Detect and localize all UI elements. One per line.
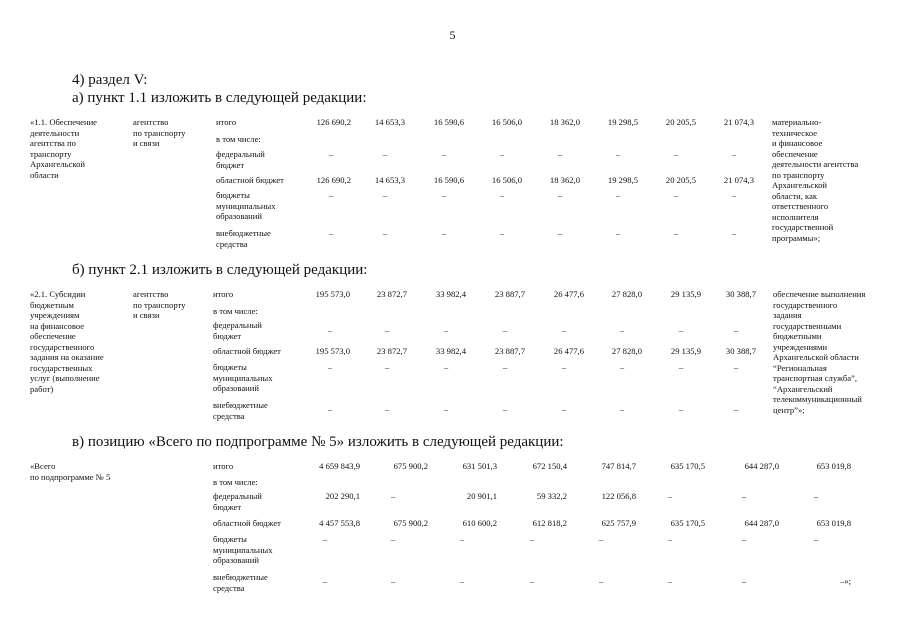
table-cell-value: –: [328, 149, 334, 159]
table-cell-value: 4 457 553,8: [319, 518, 360, 528]
table-cell-value: 18 362,0: [549, 117, 580, 127]
expected-result: “Региональная: [773, 362, 827, 373]
funding-source-label: средства: [213, 582, 245, 593]
table-cell-value: –: [813, 534, 819, 544]
program-item-name: на финансовое: [30, 320, 85, 331]
expected-result: государственной: [772, 222, 834, 232]
expected-result: учреждениями: [773, 341, 828, 352]
table-cell-value: –: [619, 362, 625, 372]
table-cell-value: 635 170,5: [670, 461, 705, 471]
expected-result: области, как: [772, 190, 818, 201]
table-cell-value: –: [322, 576, 328, 586]
table-cell-value: 126 690,2: [316, 117, 351, 127]
table-cell-value: 672 150,4: [532, 461, 567, 471]
table-cell-value: –: [733, 325, 739, 335]
expected-result: транспортная служба”,: [773, 373, 857, 383]
table-cell-value: 610 600,2: [462, 518, 497, 528]
table-cell-value: –: [443, 362, 449, 372]
table-cell-value: 14 653,3: [374, 117, 405, 127]
funding-source-label: бюджеты: [213, 362, 247, 372]
executor-name: агентство: [133, 289, 169, 299]
table-cell-value: –: [667, 491, 673, 501]
table-cell-value: 195 573,0: [315, 289, 350, 299]
table-cell-value: –: [382, 190, 388, 200]
table-cell-value: –: [529, 534, 535, 544]
funding-source-label: областной бюджет: [213, 346, 281, 356]
program-item-name: области: [30, 169, 59, 180]
funding-source-label: средства: [213, 410, 245, 421]
table-cell-value: –: [741, 534, 747, 544]
table-cell-value: 30 388,7: [725, 346, 756, 356]
table-cell-value: 644 287,0: [744, 461, 779, 471]
executor-name: и связи: [133, 310, 160, 320]
program-item-name: задания на оказание: [30, 352, 104, 362]
table-cell-value: –: [502, 325, 508, 335]
table-cell-value: 27 828,0: [611, 289, 642, 299]
table-cell-value: –: [731, 149, 737, 159]
table-cell-value: 20 205,5: [665, 117, 696, 127]
table-cell-value: 33 982,4: [435, 346, 466, 356]
table-cell-value: 16 590,6: [433, 175, 464, 185]
program-item-name: агентства по: [30, 138, 76, 148]
table-cell-value: –: [673, 228, 679, 238]
funding-source-label: внебюджетные: [213, 400, 268, 410]
table-cell-value: –: [502, 362, 508, 372]
table-cell-value: 16 506,0: [491, 117, 522, 127]
table-cell-value: 16 590,6: [433, 117, 464, 127]
table-cell-value: –: [328, 228, 334, 238]
table-cell-value: 631 501,3: [462, 461, 497, 471]
expected-result: “Архангельский: [773, 383, 833, 394]
table-cell-value: –: [327, 362, 333, 372]
expected-result: материально-: [772, 117, 822, 127]
item-c-heading: в) позицию «Всего по подпрограмме № 5» изложить в следующей редакции:: [72, 434, 564, 450]
funding-source-label: федеральный: [216, 149, 265, 159]
table-cell-value: 23 872,7: [376, 289, 407, 299]
table-cell-value: –: [598, 576, 604, 586]
funding-source-label: итого: [216, 117, 237, 127]
funding-source-label: образований: [216, 211, 262, 221]
table-cell-value: –: [667, 576, 673, 586]
expected-result: телекоммуникационный: [773, 394, 862, 404]
funding-source-label: внебюджетные: [216, 228, 271, 238]
table-cell-value: –: [382, 228, 388, 238]
program-item-name: учреждениям: [30, 310, 80, 320]
table-cell-value: 4 659 843,9: [319, 461, 360, 471]
executor-name: и связи: [133, 138, 160, 148]
program-item-name: транспорту: [30, 148, 72, 159]
expected-result: ответственного: [772, 201, 829, 211]
funding-source-label: в том числе:: [213, 477, 258, 487]
section-heading: 4) раздел V:: [72, 72, 148, 88]
table-cell-value: 16 506,0: [491, 175, 522, 185]
table-cell-value: 126 690,2: [316, 175, 351, 185]
executor-name: по транспорту: [133, 127, 186, 138]
table-cell-value: –: [561, 404, 567, 414]
expected-result: техническое: [772, 127, 818, 138]
table-cell-value: 23 887,7: [494, 289, 525, 299]
table-cell-value: –: [499, 190, 505, 200]
table-cell-value: –: [459, 576, 465, 586]
program-item-name: услуг (выполнение: [30, 373, 100, 383]
table-cell-value: 29 135,9: [670, 346, 701, 356]
table-cell-value: –: [557, 228, 563, 238]
expected-result: программы»;: [772, 232, 821, 243]
table-cell-value: –: [678, 325, 684, 335]
table-cell-value: –: [382, 149, 388, 159]
table-cell-value: –: [328, 190, 334, 200]
funding-source-label: областной бюджет: [213, 518, 281, 528]
executor-name: по транспорту: [133, 299, 186, 310]
table-cell-value: 625 757,9: [601, 518, 636, 528]
funding-source-label: в том числе:: [216, 134, 261, 144]
table-cell-value: –: [731, 190, 737, 200]
table-cell-value: –: [598, 534, 604, 544]
funding-source-label: федеральный: [213, 320, 262, 330]
expected-result: государственного: [773, 299, 838, 310]
program-item-name: обеспечение: [30, 331, 76, 341]
table-cell-value: 675 900,2: [393, 518, 428, 528]
program-item-name: государственных: [30, 362, 93, 373]
funding-source-label: муниципальных: [213, 372, 273, 383]
table-cell-value: 19 298,5: [607, 175, 638, 185]
expected-result: исполнителя: [772, 211, 819, 222]
table-cell-value: 675 900,2: [393, 461, 428, 471]
expected-result: по транспорту: [772, 169, 825, 180]
table-cell-value: 23 887,7: [494, 346, 525, 356]
table-cell-value: –: [619, 404, 625, 414]
funding-source-label: муниципальных: [213, 544, 273, 555]
expected-result: обеспечение: [772, 148, 818, 159]
table-cell-value: –: [390, 576, 396, 586]
funding-source-label: образований: [213, 383, 259, 393]
table-cell-value: 20 901,1: [466, 491, 497, 501]
program-item-name: бюджетным: [30, 299, 74, 310]
table-cell-value: –: [615, 190, 621, 200]
program-item-name: «1.1. Обеспечение: [30, 117, 97, 127]
table-cell-value: –: [557, 149, 563, 159]
table-cell-value: 18 362,0: [549, 175, 580, 185]
table-cell-value: 21 074,3: [723, 117, 754, 127]
expected-result: задания: [773, 310, 802, 320]
table-cell-value: 653 019,8: [816, 518, 851, 528]
table-cell-value: 26 477,6: [553, 346, 584, 356]
expected-result: бюджетными: [773, 331, 822, 341]
table-cell-value: –: [390, 491, 396, 501]
table-cell-value: 747 814,7: [601, 461, 636, 471]
table-cell-value: 33 982,4: [435, 289, 466, 299]
table-cell-value: 20 205,5: [665, 175, 696, 185]
program-item-name: государственного: [30, 341, 95, 352]
table-cell-value: –: [813, 491, 819, 501]
table-cell-value: 19 298,5: [607, 117, 638, 127]
table-cell-value: –: [733, 404, 739, 414]
table-cell-value: –: [615, 149, 621, 159]
table-cell-value: –: [499, 149, 505, 159]
table-cell-value: –: [529, 576, 535, 586]
table-cell-value: 59 332,2: [536, 491, 567, 501]
item-b-heading: б) пункт 2.1 изложить в следующей редакции:: [72, 262, 368, 278]
funding-source-label: итого: [213, 289, 234, 299]
program-item-name: деятельности: [30, 127, 80, 138]
funding-source-label: федеральный: [213, 491, 262, 501]
table-cell-value: –: [673, 190, 679, 200]
table-cell-value: –: [678, 404, 684, 414]
funding-source-label: бюджет: [213, 501, 242, 512]
table-cell-value: –: [390, 534, 396, 544]
program-item-name: «Всего: [30, 461, 56, 471]
table-cell-value: –: [459, 534, 465, 544]
table-cell-value: –: [561, 325, 567, 335]
table-cell-value: 202 290,1: [325, 491, 360, 501]
table-cell-value: –»;: [840, 576, 851, 586]
table-cell-value: 29 135,9: [670, 289, 701, 299]
funding-source-label: бюджет: [213, 330, 242, 341]
table-cell-value: 635 170,5: [670, 518, 705, 528]
table-cell-value: –: [731, 228, 737, 238]
funding-source-label: бюджеты: [213, 534, 247, 544]
expected-result: государственными: [773, 320, 842, 331]
executor-name: агентство: [133, 117, 169, 127]
table-cell-value: –: [441, 149, 447, 159]
program-item-name: «2.1. Субсидии: [30, 289, 86, 299]
table-cell-value: –: [327, 325, 333, 335]
table-cell-value: 21 074,3: [723, 175, 754, 185]
table-cell-value: 612 818,2: [532, 518, 567, 528]
table-cell-value: 644 287,0: [744, 518, 779, 528]
table-cell-value: –: [619, 325, 625, 335]
funding-source-label: бюджет: [216, 159, 245, 170]
table-cell-value: 122 056,8: [601, 491, 636, 501]
funding-source-label: образований: [213, 555, 259, 565]
table-cell-value: –: [733, 362, 739, 372]
page-number: 5: [449, 28, 456, 42]
table-cell-value: 14 653,3: [374, 175, 405, 185]
table-cell-value: 195 573,0: [315, 346, 350, 356]
program-item-name: по подпрограмме № 5: [30, 471, 111, 482]
table-cell-value: –: [384, 404, 390, 414]
funding-source-label: средства: [216, 238, 248, 249]
table-cell-value: 27 828,0: [611, 346, 642, 356]
expected-result: центр”»;: [773, 404, 805, 415]
table-cell-value: 653 019,8: [816, 461, 851, 471]
funding-source-label: итого: [213, 461, 234, 471]
table-cell-value: –: [443, 325, 449, 335]
table-cell-value: –: [667, 534, 673, 544]
program-item-name: Архангельской: [30, 159, 85, 169]
table-cell-value: 26 477,6: [553, 289, 584, 299]
table-cell-value: –: [557, 190, 563, 200]
expected-result: Архангельской области: [773, 352, 859, 362]
table-cell-value: –: [499, 228, 505, 238]
table-cell-value: –: [441, 228, 447, 238]
funding-source-label: областной бюджет: [216, 175, 284, 185]
expected-result: и финансовое: [772, 138, 823, 148]
expected-result: Архангельской: [772, 180, 827, 190]
table-cell-value: –: [327, 404, 333, 414]
table-cell-value: –: [441, 190, 447, 200]
table-cell-value: –: [443, 404, 449, 414]
program-item-name: работ): [30, 383, 54, 394]
table-cell-value: –: [678, 362, 684, 372]
table-cell-value: 23 872,7: [376, 346, 407, 356]
table-cell-value: –: [322, 534, 328, 544]
table-cell-value: –: [615, 228, 621, 238]
expected-result: обеспечение выполнения: [773, 289, 866, 299]
item-a-heading: а) пункт 1.1 изложить в следующей редакции:: [72, 90, 367, 106]
table-cell-value: –: [673, 149, 679, 159]
table-cell-value: 30 388,7: [725, 289, 756, 299]
table-cell-value: –: [384, 362, 390, 372]
funding-source-label: муниципальных: [216, 200, 276, 211]
funding-source-label: внебюджетные: [213, 572, 268, 582]
table-cell-value: –: [502, 404, 508, 414]
table-cell-value: –: [384, 325, 390, 335]
funding-source-label: в том числе:: [213, 306, 258, 316]
table-cell-value: –: [561, 362, 567, 372]
table-cell-value: –: [741, 576, 747, 586]
expected-result: деятельности агентства: [772, 159, 859, 169]
table-cell-value: –: [741, 491, 747, 501]
funding-source-label: бюджеты: [216, 190, 250, 200]
